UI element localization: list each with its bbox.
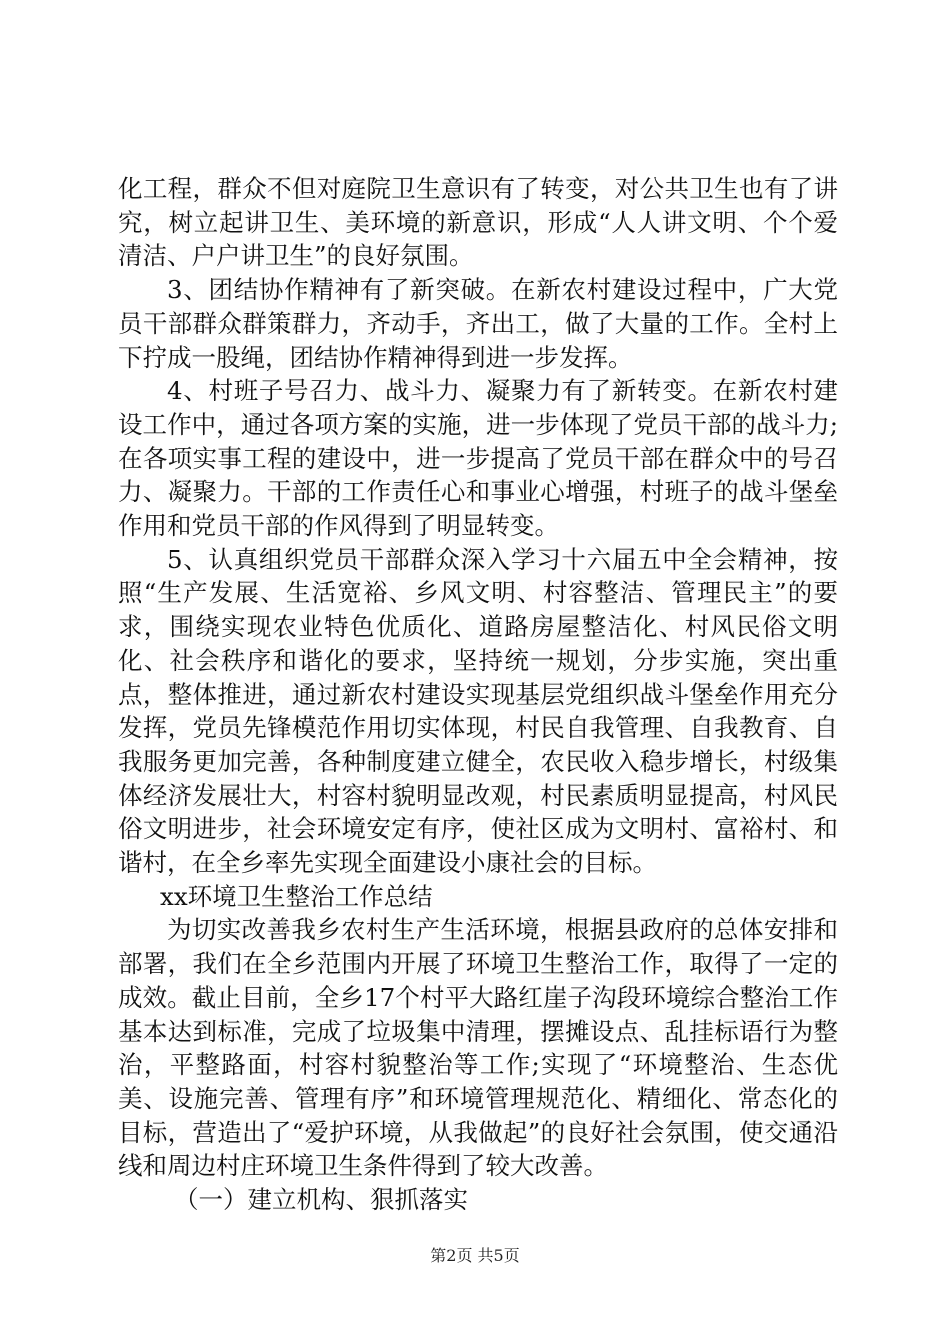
paragraph-item-5: 5、认真组织党员干部群众深入学习十六届五中全会精神，按照“生产发展、生活宽裕、乡风文明、村容整洁、管理民主”的要求，围绕实现农业特色优质化、道路房屋整洁化、村风民俗文明化、社会秩序和谐化的要求，坚持统一规划，分步实施，突出重点，整体推进，通过新农村建设实现基层党组织战斗堡垒作用充分发挥，党员先锋模范作用切实体现，村民自我管理、自我教育、自我服务更加完善，各种制度建立健全，农民收入稳步增长，村级集体经济发展壮大，村容村貌明显改观，村民素质明显提高，村风民俗文明进步，社会环境安定有序，使社区成为文明村、富裕村、和谐村，在全乡率先实现全面建设小康社会的目标。	[118, 544, 838, 878]
paragraph-item-3: 3、团结协作精神有了新突破。在新农村建设过程中，广大党员干部群众群策群力，齐动手，齐出工，做了大量的工作。全村上下拧成一股绳，团结协作精神得到进一步发挥。	[118, 275, 838, 372]
page-number: 第2页 共5页	[430, 1246, 520, 1265]
subsection-heading: （一）建立机构、狠抓落实	[174, 1185, 468, 1215]
paragraph-continuation: 化工程，群众不但对庭院卫生意识有了转变，对公共卫生也有了讲究，树立起讲卫生、美环境的新意识，形成“人人讲文明、个个爱清洁、户户讲卫生”的良好氛围。	[118, 174, 838, 271]
paragraph-item-4: 4、村班子号召力、战斗力、凝聚力有了新转变。在新农村建设工作中，通过各项方案的实施，进一步体现了党员干部的战斗力;在各项实事工程的建设中，进一步提高了党员干部在群众中的号召力、凝聚力。干部的工作责任心和事业心增强，村班子的战斗堡垒作用和党员干部的作风得到了明显转变。	[118, 376, 838, 541]
document-body	[118, 172, 838, 1217]
section-title: xx环境卫生整治工作总结	[160, 881, 433, 911]
paragraph-intro: 为切实改善我乡农村生产生活环境，根据县政府的总体安排和部署，我们在全乡范围内开展了环境卫生整治工作，取得了一定的成效。截止目前，全乡17个村平大路红崖子沟段环境综合整治工作基本达到标准，完成了垃圾集中清理，摆摊设点、乱挂标语行为整治，平整路面，村容村貌整治等工作;实现了“环境整治、生态优美、设施完善、管理有序”和环境管理规范化、精细化、常态化的目标，营造出了“爱护环境，从我做起”的良好社会氛围，使交通沿线和周边村庄环境卫生条件得到了较大改善。	[118, 915, 838, 1181]
